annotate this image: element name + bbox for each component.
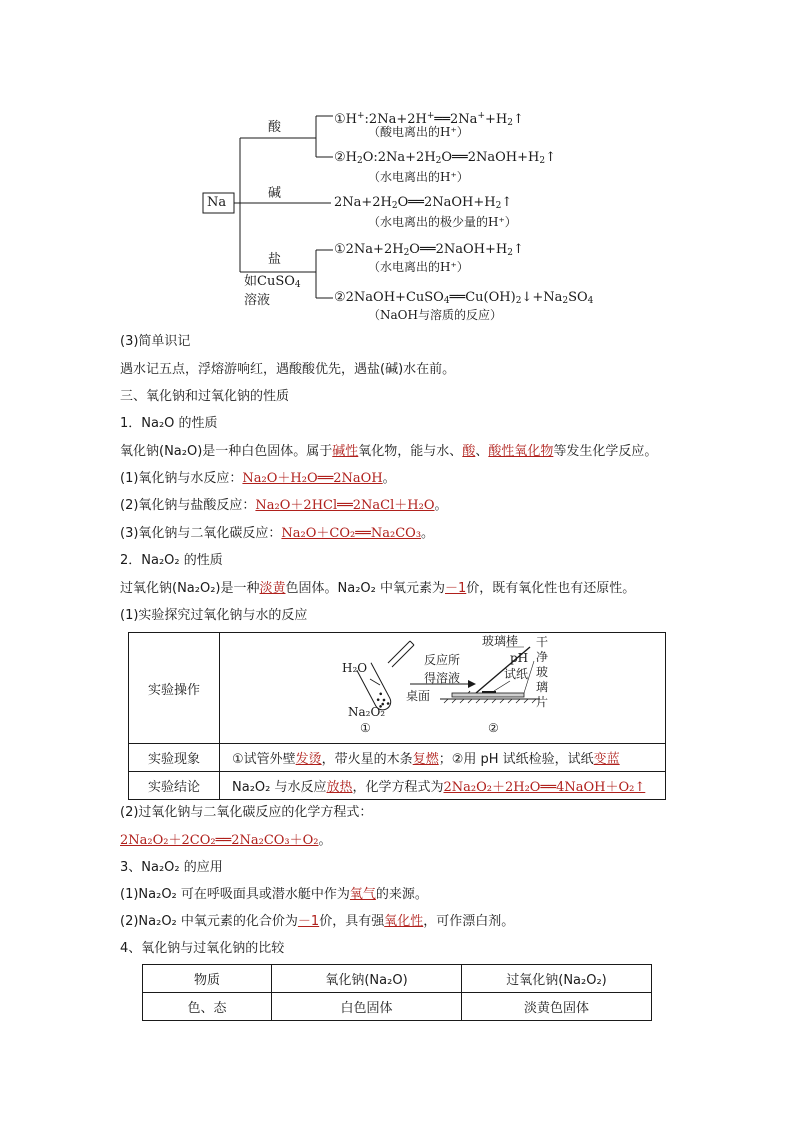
application-2: (2)Na₂O₂ 中氧元素的化合价为－1价，具有强氧化性，可作漂白剂。 bbox=[120, 914, 515, 929]
na2o2-application-title: 3、Na₂O₂ 的应用 bbox=[120, 860, 223, 875]
section3-title: 三、氧化钠和过氧化钠的性质 bbox=[120, 389, 290, 404]
conclusion-label: 实验结论 bbox=[129, 772, 220, 800]
cell-na2o-state: 白色固体 bbox=[272, 993, 462, 1021]
dropper-icon bbox=[388, 641, 414, 667]
fig1-h2o-label: H₂O bbox=[342, 661, 368, 675]
base-label: 碱 bbox=[268, 186, 282, 201]
experiment-table bbox=[128, 632, 666, 800]
acid-reaction-note: （酸电离出的H⁺） bbox=[368, 125, 469, 139]
fig2-desk-label: 桌面 bbox=[406, 689, 431, 703]
base-equation: $2Na+2H_2O══2NaOH+H_2↑$ bbox=[334, 195, 513, 211]
salt-water-equation: $①2Na+2H_2O══2NaOH+H_2↑$ bbox=[334, 242, 524, 258]
na2o2-intro: 过氧化钠(Na₂O₂)是一种淡黄色固体。Na₂O₂ 中氧元素为－1价，既有氧化性也有还原性。 bbox=[120, 581, 636, 596]
experiment-figures bbox=[220, 633, 666, 743]
table-row bbox=[143, 993, 652, 1021]
header-na2o: 氧化钠(Na₂O) bbox=[272, 965, 462, 993]
fig2-rod-label: 玻璃棒 bbox=[482, 634, 519, 648]
table-row bbox=[129, 633, 666, 744]
co2-reaction-title: (2)过氧化钠与二氧化碳反应的化学方程式： bbox=[120, 805, 373, 820]
na2o2-title: 2．Na₂O₂ 的性质 bbox=[120, 553, 223, 568]
fig1-number: ① bbox=[360, 721, 371, 735]
salt-label: 盐 bbox=[268, 252, 282, 267]
base-note: （水电离出的极少量的H⁺） bbox=[368, 215, 517, 229]
table-row bbox=[129, 744, 666, 772]
phenomenon-label: 实验现象 bbox=[129, 744, 220, 772]
header-na2o2: 过氧化钠(Na₂O₂) bbox=[462, 965, 652, 993]
cell-na2o2-state: 淡黄色固体 bbox=[462, 993, 652, 1021]
table-row bbox=[129, 772, 666, 800]
na-box-label: Na bbox=[207, 195, 227, 210]
arrow-head-icon bbox=[468, 680, 476, 688]
salt-example-line1: 如CuSO$_4$ bbox=[244, 274, 301, 290]
salt-water-note: （水电离出的H⁺） bbox=[368, 260, 469, 274]
comparison-table bbox=[142, 964, 652, 1021]
fig2-solution-label-1: 反应所 bbox=[424, 653, 461, 667]
operation-figure-cell bbox=[220, 633, 666, 744]
application-1: (1)Na₂O₂ 可在呼吸面具或潜水艇中作为氧气的来源。 bbox=[120, 887, 428, 902]
fig2-ph-label-1: pH bbox=[510, 651, 529, 665]
memo-title: (3)简单识记 bbox=[120, 334, 191, 349]
na2o-co2-reaction: (3)氧化钠与二氧化碳反应：Na₂O＋CO₂══Na₂CO₃。 bbox=[120, 526, 435, 541]
fig2-number: ② bbox=[488, 721, 499, 735]
acid-label: 酸 bbox=[268, 120, 282, 135]
phenomenon-text: ①试管外壁发烫，带火星的木条复燃；②用 pH 试纸检验，试纸变蓝 bbox=[220, 744, 666, 772]
na2o-intro: 氧化钠(Na₂O)是一种白色固体。属于碱性氧化物，能与水、酸、酸性氧化物等发生化学反应。 bbox=[120, 444, 658, 459]
cell-property: 色、态 bbox=[143, 993, 272, 1021]
operation-label: 实验操作 bbox=[129, 633, 220, 744]
na2o-title: 1．Na₂O 的性质 bbox=[120, 416, 218, 431]
fig2-ph-label-2: 试纸 bbox=[504, 667, 529, 681]
table-header-row bbox=[143, 965, 652, 993]
comparison-title: 4、氧化钠与过氧化钠的比较 bbox=[120, 941, 285, 956]
fig2-solution-label-2: 得溶液 bbox=[424, 671, 461, 685]
na2o-water-reaction: (1)氧化钠与水反应：Na₂O＋H₂O══2NaOH。 bbox=[120, 471, 396, 486]
glass-plate-icon bbox=[452, 693, 524, 697]
header-substance: 物质 bbox=[143, 965, 272, 993]
acid-water-note: （水电离出的H⁺） bbox=[368, 170, 469, 184]
conclusion-text: Na₂O₂ 与水反应放热，化学方程式为2Na₂O₂＋2H₂O══4NaOH＋O₂↑ bbox=[220, 772, 666, 800]
na2o-hcl-reaction: (2)氧化钠与盐酸反应：Na₂O＋2HCl══2NaCl＋H₂O。 bbox=[120, 498, 448, 513]
memo-text: 遇水记五点，浮熔游响红，遇酸酸优先，遇盐(碱)水在前。 bbox=[120, 362, 456, 377]
acid-water-equation: $②H_2O:2Na+2H_2O══2NaOH+H_2↑$ bbox=[334, 150, 556, 166]
fig2-glass-label: 干 净 玻 璃 片 bbox=[536, 635, 549, 709]
experiment-title: (1)实验探究过氧化钠与水的反应 bbox=[120, 608, 308, 623]
salt-solute-note: （NaOH与溶质的反应） bbox=[368, 308, 502, 322]
acid-reaction-equation: $①H^+:2Na+2H^+══2Na^++H_2↑$ bbox=[334, 111, 524, 128]
fig1-na2o2-label: Na₂O₂ bbox=[348, 705, 386, 719]
salt-example-line2: 溶液 bbox=[244, 293, 271, 308]
salt-solute-equation: $②2NaOH+CuSO_4══Cu(OH)_2↓+Na_2SO_4$ bbox=[334, 290, 594, 306]
co2-reaction-equation: 2Na₂O₂＋2CO₂══2Na₂CO₃＋O₂。 bbox=[120, 833, 332, 848]
